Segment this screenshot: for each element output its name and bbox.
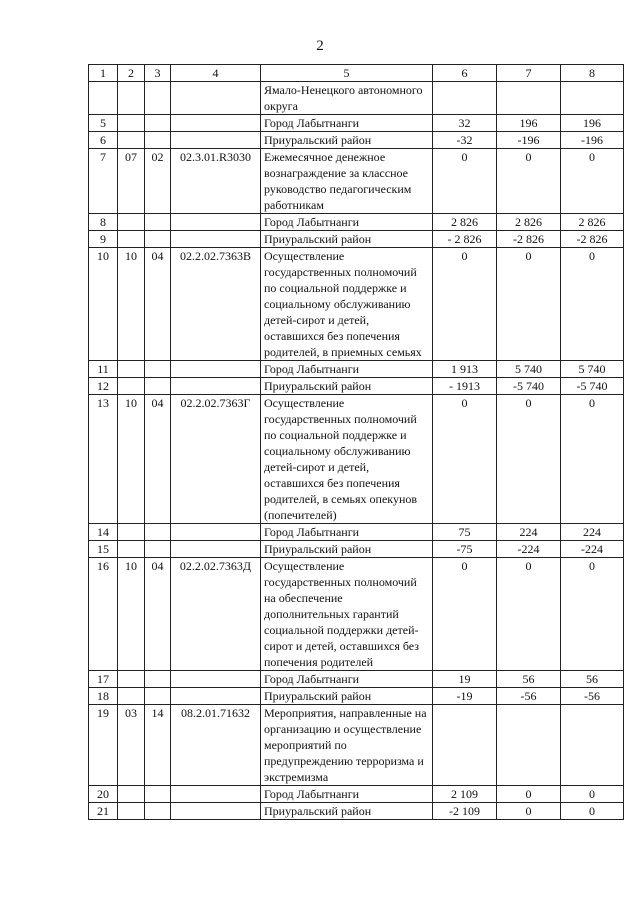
target-article-cell [171,541,261,558]
amount-cell: -196 [561,132,624,149]
amount-cell [497,705,561,786]
target-article-cell [171,361,261,378]
amount-cell [433,705,497,786]
subsection-cell: 02 [145,149,171,214]
amount-cell [561,705,624,786]
amount-cell: 5 740 [497,361,561,378]
description-cell: Город Лабытнанги [261,786,433,803]
row-number-cell: 10 [89,248,118,361]
header-cell: 4 [171,65,261,82]
section-cell [118,541,145,558]
table-row [89,688,624,705]
section-cell [118,671,145,688]
subsection-cell [145,688,171,705]
amount-cell: -2 109 [433,803,497,820]
section-cell [118,361,145,378]
amount-cell: 0 [497,248,561,361]
table-row [89,786,624,803]
target-article-cell [171,688,261,705]
row-number-cell: 17 [89,671,118,688]
amount-cell: 0 [433,558,497,671]
amount-cell [433,82,497,115]
row-number-cell: 11 [89,361,118,378]
table-row [89,214,624,231]
subsection-cell [145,803,171,820]
section-cell: 03 [118,705,145,786]
amount-cell: 5 740 [561,361,624,378]
section-cell [118,231,145,248]
amount-cell: 0 [497,558,561,671]
amount-cell: 0 [433,149,497,214]
description-cell: Приуральский район [261,803,433,820]
amount-cell: 0 [561,395,624,524]
subsection-cell: 14 [145,705,171,786]
section-cell [118,214,145,231]
description-cell: Приуральский район [261,231,433,248]
subsection-cell [145,132,171,149]
target-article-cell [171,132,261,149]
table-row [89,541,624,558]
row-number-cell: 15 [89,541,118,558]
amount-cell: 0 [497,149,561,214]
amount-cell: 32 [433,115,497,132]
amount-cell: -32 [433,132,497,149]
amount-cell: 224 [561,524,624,541]
subsection-cell [145,231,171,248]
amount-cell: 196 [497,115,561,132]
amount-cell: 0 [561,558,624,671]
row-number-cell: 6 [89,132,118,149]
target-article-cell [171,115,261,132]
subsection-cell [145,214,171,231]
table-row [89,671,624,688]
description-cell: Город Лабытнанги [261,361,433,378]
table-row [89,82,624,115]
amount-cell: 0 [497,786,561,803]
description-cell: Город Лабытнанги [261,524,433,541]
subsection-cell [145,541,171,558]
section-cell [118,524,145,541]
amount-cell: -75 [433,541,497,558]
amount-cell: 196 [561,115,624,132]
table-row [89,149,624,214]
row-number-cell: 9 [89,231,118,248]
row-number-cell: 19 [89,705,118,786]
amount-cell: 75 [433,524,497,541]
table-row [89,248,624,361]
table-row [89,803,624,820]
amount-cell: -5 740 [561,378,624,395]
section-cell [118,132,145,149]
amount-cell [497,82,561,115]
target-article-cell: 08.2.01.71632 [171,705,261,786]
amount-cell: -2 826 [561,231,624,248]
amount-cell: -224 [497,541,561,558]
description-cell: Приуральский район [261,541,433,558]
row-number-cell: 5 [89,115,118,132]
subsection-cell [145,524,171,541]
description-cell: Ямало-Ненецкого автономного округа [261,82,433,115]
subsection-cell [145,671,171,688]
description-cell: Приуральский район [261,378,433,395]
table-row [89,558,624,671]
section-cell [118,688,145,705]
amount-cell: 2 826 [497,214,561,231]
header-cell: 8 [561,65,624,82]
amount-cell: 0 [561,786,624,803]
row-number-cell: 7 [89,149,118,214]
subsection-cell: 04 [145,248,171,361]
subsection-cell [145,378,171,395]
amount-cell: -196 [497,132,561,149]
table-row [89,115,624,132]
table-row [89,361,624,378]
target-article-cell [171,231,261,248]
target-article-cell [171,786,261,803]
amount-cell: 2 826 [433,214,497,231]
subsection-cell: 04 [145,558,171,671]
header-cell: 6 [433,65,497,82]
row-number-cell: 12 [89,378,118,395]
amount-cell: -56 [561,688,624,705]
section-cell [118,803,145,820]
header-cell: 2 [118,65,145,82]
target-article-cell [171,378,261,395]
target-article-cell [171,82,261,115]
amount-cell: 0 [561,149,624,214]
amount-cell [561,82,624,115]
amount-cell: 56 [561,671,624,688]
amount-cell: 0 [433,395,497,524]
amount-cell: 2 826 [561,214,624,231]
amount-cell: 224 [497,524,561,541]
section-cell [118,82,145,115]
target-article-cell: 02.2.02.7363Г [171,395,261,524]
section-cell: 10 [118,395,145,524]
row-number-cell: 21 [89,803,118,820]
amount-cell: -224 [561,541,624,558]
description-cell: Осуществление государственных полномочий на обеспечение дополнительных гарантий социальной поддержки детей-сирот и детей, оставшихся без попечения родителей [261,558,433,671]
amount-cell: 0 [433,248,497,361]
row-number-cell [89,82,118,115]
amount-cell: 0 [497,803,561,820]
amount-cell: 0 [497,395,561,524]
description-cell: Город Лабытнанги [261,214,433,231]
section-cell [118,786,145,803]
table-row [89,132,624,149]
amount-cell: 2 109 [433,786,497,803]
page-number: 2 [316,38,324,54]
amount-cell: - 1913 [433,378,497,395]
section-cell: 10 [118,248,145,361]
section-cell [118,115,145,132]
row-number-cell: 8 [89,214,118,231]
amount-cell: -5 740 [497,378,561,395]
description-cell: Осуществление государственных полномочий по социальной поддержке и социальному обслуживанию детей-сирот и детей, оставшихся без попечения родителей, в приемных семьях [261,248,433,361]
description-cell: Мероприятия, направленные на организацию и осуществление мероприятий по предупреждению терроризма и экстремизма [261,705,433,786]
row-number-cell: 13 [89,395,118,524]
amount-cell: -56 [497,688,561,705]
subsection-cell [145,786,171,803]
description-cell: Приуральский район [261,132,433,149]
description-cell: Осуществление государственных полномочий по социальной поддержке и социальному обслуживанию детей-сирот и детей, оставшихся без попечения родителей, в семьях опекунов (попечителей) [261,395,433,524]
description-cell: Город Лабытнанги [261,115,433,132]
subsection-cell [145,361,171,378]
target-article-cell [171,803,261,820]
description-cell: Город Лабытнанги [261,671,433,688]
table-header-row [89,65,624,82]
row-number-cell: 18 [89,688,118,705]
target-article-cell: 02.3.01.R3030 [171,149,261,214]
amount-cell: - 2 826 [433,231,497,248]
amount-cell: 1 913 [433,361,497,378]
subsection-cell [145,82,171,115]
header-cell: 1 [89,65,118,82]
row-number-cell: 16 [89,558,118,671]
amount-cell: 56 [497,671,561,688]
amount-cell: 0 [561,248,624,361]
subsection-cell [145,115,171,132]
description-cell: Приуральский район [261,688,433,705]
table-row [89,395,624,524]
row-number-cell: 14 [89,524,118,541]
amount-cell: -19 [433,688,497,705]
description-cell: Ежемесячное денежное вознаграждение за классное руководство педагогическим работникам [261,149,433,214]
budget-table [88,64,624,820]
table-row [89,705,624,786]
section-cell: 10 [118,558,145,671]
section-cell: 07 [118,149,145,214]
target-article-cell: 02.2.02.7363Д [171,558,261,671]
target-article-cell [171,524,261,541]
table-row [89,524,624,541]
target-article-cell [171,214,261,231]
target-article-cell [171,671,261,688]
header-cell: 5 [261,65,433,82]
target-article-cell: 02.2.02.7363В [171,248,261,361]
table-row [89,378,624,395]
table-row [89,231,624,248]
section-cell [118,378,145,395]
amount-cell: 19 [433,671,497,688]
amount-cell: -2 826 [497,231,561,248]
header-cell: 7 [497,65,561,82]
subsection-cell: 04 [145,395,171,524]
row-number-cell: 20 [89,786,118,803]
amount-cell: 0 [561,803,624,820]
header-cell: 3 [145,65,171,82]
